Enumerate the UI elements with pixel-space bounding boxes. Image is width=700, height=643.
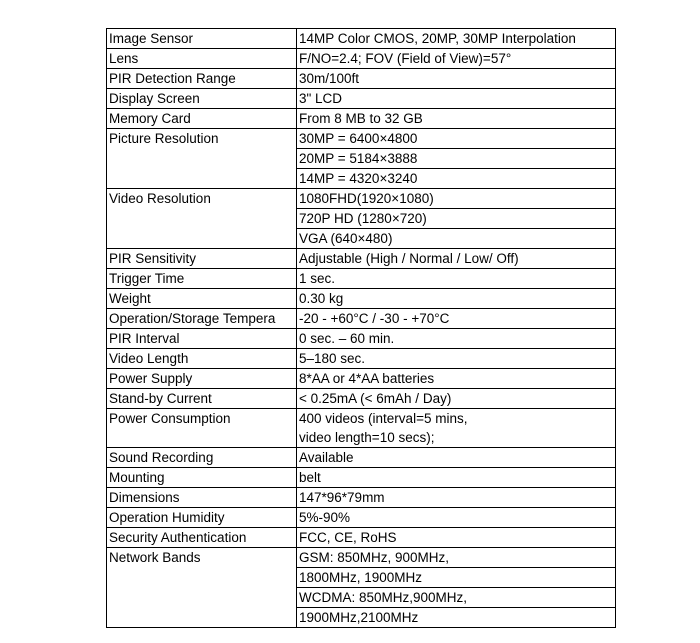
spec-value xyxy=(297,409,615,447)
spec-value: 1900MHz,2100MHz xyxy=(297,607,615,627)
spec-label: Mounting xyxy=(107,468,297,487)
spec-label: Power Consumption xyxy=(107,409,297,447)
spec-label: PIR Interval xyxy=(107,329,297,348)
table-row xyxy=(106,309,616,329)
spec-label: Power Supply xyxy=(107,369,297,388)
spec-value: < 0.25mA (< 6mAh / Day) xyxy=(299,391,452,406)
table-row xyxy=(106,249,616,269)
spec-value: Adjustable (High / Normal / Low/ Off) xyxy=(299,251,519,266)
spec-value: 14MP Color CMOS, 20MP, 30MP Interpolation xyxy=(299,31,576,46)
spec-values xyxy=(297,49,615,68)
table-row xyxy=(106,349,616,369)
table-row xyxy=(106,409,616,448)
spec-value: FCC, CE, RoHS xyxy=(299,530,397,545)
spec-values xyxy=(297,329,615,348)
spec-value: 1800MHz, 1900MHz xyxy=(297,567,615,587)
spec-value: 0.30 kg xyxy=(299,291,344,306)
spec-label: Display Screen xyxy=(107,89,297,108)
table-row xyxy=(106,129,616,189)
table-row xyxy=(106,508,616,528)
table-row xyxy=(106,528,616,548)
spec-values xyxy=(297,488,615,507)
spec-label: Lens xyxy=(107,49,297,68)
spec-value-line: 400 videos (interval=5 mins, xyxy=(299,411,468,426)
spec-label: Picture Resolution xyxy=(107,129,297,188)
spec-values xyxy=(297,249,615,268)
spec-value: GSM: 850MHz, 900MHz, xyxy=(299,550,450,565)
table-row xyxy=(106,69,616,89)
spec-label: Network Bands xyxy=(107,548,297,627)
spec-label: Security Authentication xyxy=(107,528,297,547)
spec-values xyxy=(297,349,615,368)
table-row xyxy=(106,488,616,508)
spec-values xyxy=(297,448,615,467)
spec-values xyxy=(297,389,615,408)
spec-value: 1080FHD(1920×1080) xyxy=(299,191,434,206)
table-row xyxy=(106,89,616,109)
spec-label: Trigger Time xyxy=(107,269,297,288)
spec-label: PIR Detection Range xyxy=(107,69,297,88)
spec-label: Sound Recording xyxy=(107,448,297,467)
table-row xyxy=(106,548,616,628)
spec-values xyxy=(297,29,615,48)
spec-label: Operation Humidity xyxy=(107,508,297,527)
spec-values xyxy=(297,69,615,88)
spec-values xyxy=(297,269,615,288)
spec-values xyxy=(297,468,615,487)
spec-label: PIR Sensitivity xyxy=(107,249,297,268)
spec-value: 5–180 sec. xyxy=(299,351,366,366)
table-row xyxy=(106,448,616,468)
spec-values xyxy=(297,548,615,627)
spec-value: From 8 MB to 32 GB xyxy=(299,111,423,126)
spec-values xyxy=(297,409,615,447)
spec-label: Operation/Storage Tempera xyxy=(107,309,297,328)
spec-value: 30MP = 6400×4800 xyxy=(299,131,418,146)
spec-label: Video Resolution xyxy=(107,189,297,248)
table-row xyxy=(106,269,616,289)
spec-value: 5%-90% xyxy=(299,510,351,525)
spec-label: Image Sensor xyxy=(107,29,297,48)
spec-values xyxy=(297,129,615,188)
spec-value: WCDMA: 850MHz,900MHz, xyxy=(297,587,615,607)
spec-value: Available xyxy=(299,450,354,465)
spec-value: VGA (640×480) xyxy=(297,228,615,248)
table-row xyxy=(106,289,616,309)
spec-value: 1 sec. xyxy=(299,271,336,286)
spec-label: Memory Card xyxy=(107,109,297,128)
spec-values xyxy=(297,189,615,248)
spec-value: 8*AA or 4*AA batteries xyxy=(299,371,435,386)
spec-value-line: video length=10 secs); xyxy=(299,430,435,445)
table-row xyxy=(106,49,616,69)
spec-label: Weight xyxy=(107,289,297,308)
spec-value: 0 sec. – 60 min. xyxy=(299,331,395,346)
spec-values xyxy=(297,89,615,108)
spec-value: 147*96*79mm xyxy=(299,490,385,505)
spec-table xyxy=(106,28,616,628)
spec-value: 30m/100ft xyxy=(299,71,360,86)
spec-value: 720P HD (1280×720) xyxy=(297,208,615,228)
spec-values xyxy=(297,109,615,128)
spec-values xyxy=(297,508,615,527)
spec-values xyxy=(297,309,615,328)
spec-value: 20MP = 5184×3888 xyxy=(297,148,615,168)
spec-label: Video Length xyxy=(107,349,297,368)
table-row xyxy=(106,28,616,49)
spec-values xyxy=(297,528,615,547)
table-row xyxy=(106,369,616,389)
spec-label: Stand-by Current xyxy=(107,389,297,408)
table-row xyxy=(106,109,616,129)
spec-label: Dimensions xyxy=(107,488,297,507)
spec-value: belt xyxy=(299,470,321,485)
spec-values xyxy=(297,289,615,308)
spec-value: 14MP = 4320×3240 xyxy=(297,168,615,188)
table-row xyxy=(106,189,616,249)
table-row xyxy=(106,389,616,409)
spec-value: F/NO=2.4; FOV (Field of View)=57° xyxy=(299,51,512,66)
spec-value: 3" LCD xyxy=(299,91,343,106)
table-row xyxy=(106,329,616,349)
spec-values xyxy=(297,369,615,388)
table-row xyxy=(106,468,616,488)
spec-value: -20 - +60°C / -30 - +70°C xyxy=(299,311,450,326)
